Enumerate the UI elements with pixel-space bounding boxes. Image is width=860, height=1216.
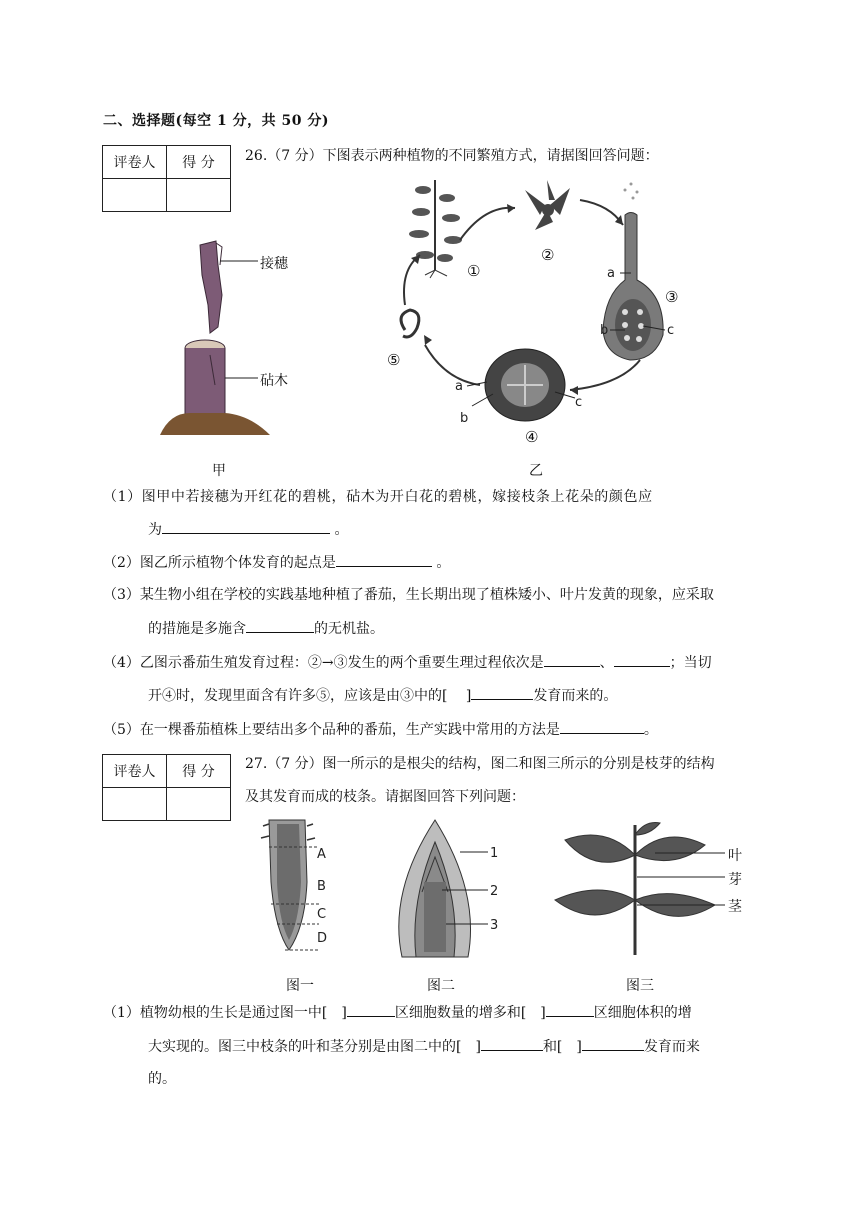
- q26-stem: 26.（7 分）下图表示两种植物的不同繁殖方式，请据图回答问题：: [245, 148, 659, 164]
- q26-p3-line2: 的措施是多施含 的无机盐。: [148, 618, 384, 639]
- answer-blank-6b[interactable]: [546, 1002, 594, 1017]
- answer-blank-1[interactable]: [162, 519, 330, 534]
- answer-blank-6a[interactable]: [347, 1002, 395, 1017]
- q26-p4-line2: 开④时，发现里面含有许多⑤，应该是由③中的[ ] 发育而来的。: [148, 685, 617, 706]
- answer-blank-4c[interactable]: [471, 685, 533, 700]
- answer-blank-2[interactable]: [336, 552, 432, 567]
- score-header: 得 分: [167, 755, 231, 788]
- branch-figure: [545, 815, 745, 960]
- label-3b: b: [600, 323, 609, 338]
- tomato-lifecycle-figure: [375, 160, 695, 450]
- q27-p1-line1: （1）植物幼根的生长是通过图一中[ ] 区细胞数量的增多和[ ] 区细胞体积的增: [103, 1002, 692, 1023]
- caption-yi: 乙: [529, 463, 543, 479]
- label-C: C: [317, 907, 327, 922]
- answer-blank-3[interactable]: [246, 618, 314, 633]
- answer-blank-6c[interactable]: [481, 1036, 543, 1051]
- label-bud: 芽: [728, 872, 742, 888]
- reviewer-header: 评卷人: [103, 755, 167, 788]
- q26-p4-line1: （4）乙图示番茄生殖发育过程：②→③发生的两个重要生理过程依次是 、 ；当切: [103, 652, 712, 673]
- answer-blank-5[interactable]: [560, 719, 644, 734]
- label-stem: 茎: [728, 899, 742, 915]
- label-4c: c: [575, 395, 583, 410]
- q26-p1-line1: （1）图甲中若接穗为开红花的碧桃，砧木为开白花的碧桃，嫁接枝条上花朵的颜色应: [103, 489, 653, 505]
- tomato-plant-icon: [409, 180, 462, 278]
- flower-icon: [525, 180, 570, 230]
- label-fig2-3: 3: [490, 918, 499, 933]
- q26-p1-line2: 为 。: [148, 519, 348, 540]
- label-3: ③: [665, 288, 679, 306]
- caption-fig2: 图二: [427, 978, 455, 994]
- label-B: B: [317, 879, 326, 894]
- score-cell[interactable]: [167, 788, 231, 821]
- label-scion: 接穗: [260, 256, 288, 272]
- q26-p3-line1: （3）某生物小组在学校的实践基地种植了番茄，生长期出现了植株矮小、叶片发黄的现象，应采取: [103, 587, 714, 603]
- q27-stem-line1: 27.（7 分）图一所示的是根尖的结构，图二和图三所示的分别是枝芽的结构: [245, 756, 715, 772]
- label-3c: c: [667, 323, 675, 338]
- q27-stem-line2: 及其发育而成的枝条。请据图回答下列问题：: [245, 789, 525, 805]
- label-A: A: [317, 847, 326, 862]
- q26-p5: （5）在一棵番茄植株上要结出多个品种的番茄，生产实践中常用的方法是 。: [103, 719, 658, 740]
- section-title: 二、选择题(每空 1 分，共 50 分): [103, 113, 329, 129]
- score-table-q27: [102, 754, 231, 821]
- bud-figure: [380, 812, 510, 962]
- label-4b: b: [460, 411, 469, 426]
- label-fig2-2: 2: [490, 884, 499, 899]
- q26-p2: （2）图乙所示植物个体发育的起点是 。: [103, 552, 450, 573]
- root-tip-figure: [255, 812, 355, 960]
- reviewer-cell[interactable]: [103, 179, 167, 212]
- answer-blank-6d[interactable]: [582, 1036, 644, 1051]
- label-5: ⑤: [387, 351, 401, 369]
- score-table-q26: [102, 145, 231, 212]
- score-header: 得 分: [167, 146, 231, 179]
- q27-p1-line2: 大实现的。图三中枝条的叶和茎分别是由图二中的[ ] 和[ ] 发育而来: [148, 1036, 700, 1057]
- label-4a: a: [455, 379, 463, 394]
- label-3a: a: [607, 266, 615, 281]
- caption-jia: 甲: [212, 463, 226, 479]
- reviewer-header: 评卷人: [103, 146, 167, 179]
- label-1: ①: [467, 262, 481, 280]
- label-stock: 砧木: [260, 373, 288, 389]
- label-2: ②: [541, 246, 555, 264]
- caption-fig3: 图三: [626, 978, 654, 994]
- label-4: ④: [525, 428, 539, 446]
- answer-blank-4a[interactable]: [544, 652, 600, 667]
- seed-icon: [401, 310, 419, 337]
- answer-blank-4b[interactable]: [614, 652, 670, 667]
- score-cell[interactable]: [167, 179, 231, 212]
- label-leaf: 叶: [728, 848, 742, 864]
- label-fig2-1: 1: [490, 846, 499, 861]
- reviewer-cell[interactable]: [103, 788, 167, 821]
- label-D: D: [317, 931, 328, 946]
- tomato-fruit-icon: [485, 349, 565, 421]
- q27-p1-line3: 的。: [148, 1071, 176, 1087]
- caption-fig1: 图一: [286, 978, 314, 994]
